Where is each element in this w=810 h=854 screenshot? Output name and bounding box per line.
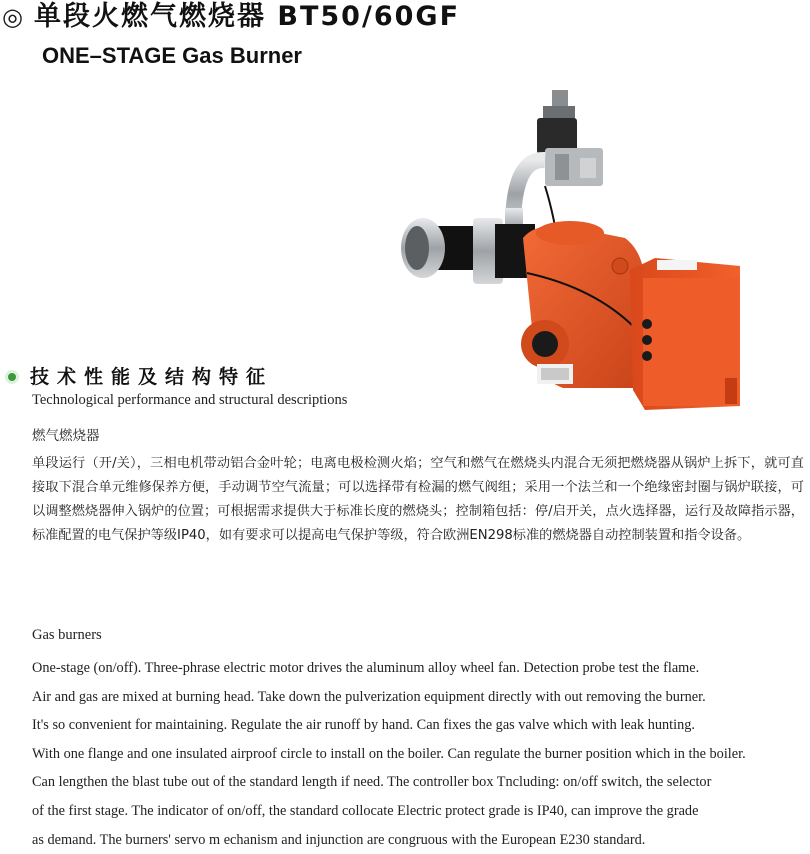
page-title: 单段火燃气燃烧器 BT50/60GF bbox=[34, 1, 461, 32]
title-circle-icon: ◎ bbox=[2, 3, 23, 31]
english-description-line: of the first stage. The indicator of on/off, the standard collocate Electric protect grade is IP40, can improve the grade bbox=[32, 802, 699, 819]
section-heading-chinese: 技术性能及结构特征 bbox=[30, 366, 274, 388]
section-heading-english: Technological performance and structural descriptions bbox=[32, 392, 348, 408]
burner-body bbox=[521, 221, 645, 388]
control-box bbox=[630, 258, 740, 410]
chinese-description-title: 燃气燃烧器 bbox=[32, 428, 100, 444]
english-description-line: One-stage (on/off). Three-phrase electric motor drives the aluminum alloy wheel fan. Detection probe test the flame. bbox=[32, 660, 700, 676]
english-description-paragraph bbox=[32, 654, 808, 854]
english-description-title: Gas burners bbox=[32, 627, 102, 643]
english-description-line: Air and gas are mixed at burning head. Take down the pulverization equipment directly with out removing the burner. bbox=[32, 688, 706, 705]
english-description-line: Can lengthen the blast tube out of the standard length if need. The controller box Tncluding: on/off switch, the selector bbox=[32, 774, 712, 791]
burner-product-image bbox=[395, 88, 745, 418]
page-subtitle: ONE–STAGE Gas Burner bbox=[42, 43, 302, 68]
blast-tube bbox=[401, 218, 535, 284]
english-description-line: as demand. The burners' servo m echanism and injunction are congruous with the European E230 standard. bbox=[32, 831, 646, 848]
chinese-description-paragraph: 单段运行（开/关），三相电机带动铝合金叶轮；电离电极检测火焰；空气和燃气在燃烧头内混合无须把燃烧器从锅炉上拆下，就可直接取下混合单元维修保养方便，手动调节空气流量；可以选择带有检漏的燃气阀组；采用一个法兰和一个绝缘密封圈与锅炉联接，可以调整燃烧器伸入锅炉的位置；可根据需求提供大于标准长度的燃烧头；控制箱包括：停/启开关，点火选择器，运行及故障指示器，标准配置的电气保护等级IP40，如有要求可以提高电气保护等级，符合欧洲EN298标准的燃烧器自动控制装置和指令设备。 bbox=[32, 456, 804, 543]
english-description-line: It's so convenient for maintaining. Regulate the air runoff by hand. Can fixes the gas valve which with leak hunting. bbox=[32, 717, 695, 734]
english-description-line: With one flange and one insulated airproof circle to install on the boiler. Can regulate the burner position which in the boiler. bbox=[32, 745, 746, 762]
section-bullet-icon bbox=[4, 369, 20, 385]
